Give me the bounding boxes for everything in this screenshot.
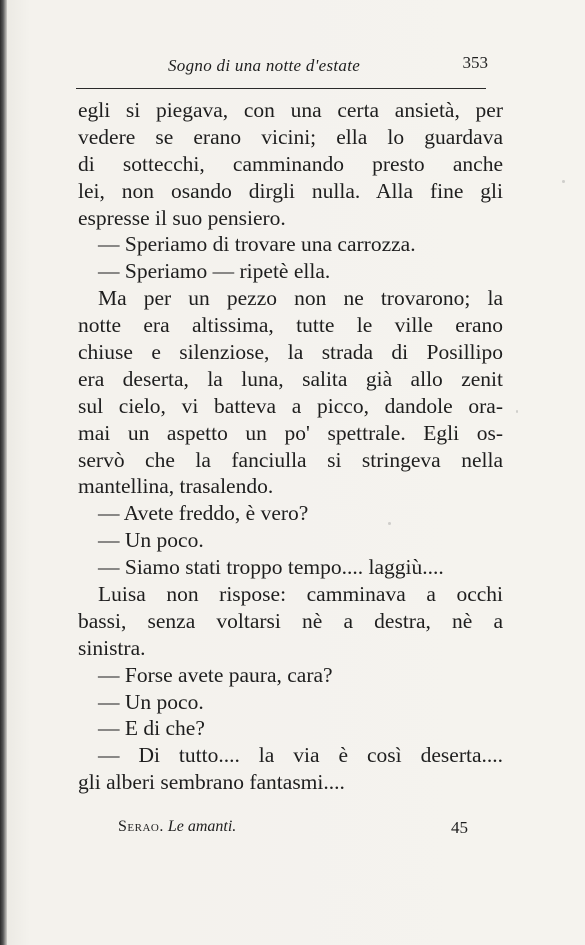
text-line: egli si piegava, con una certa ansietà, per	[78, 98, 503, 122]
running-title: Sogno di una notte d'estate	[168, 56, 361, 75]
text-line: di sottecchi, camminando presto anche	[78, 151, 503, 176]
book-spine-shadow	[0, 0, 7, 945]
text-line: vedere se erano vicini; ella lo guardava	[78, 124, 503, 149]
text-line: era deserta, la luna, salita già allo zenit	[78, 366, 503, 391]
header-rule	[76, 88, 486, 89]
text-line: — Siamo stati troppo tempo.... laggiù....	[98, 555, 444, 580]
signature-mark: 45	[451, 818, 468, 837]
text-line: — Di tutto.... la via è così deserta....	[98, 743, 503, 768]
body-text	[78, 97, 503, 796]
paper-speck	[516, 410, 518, 413]
text-line: — Forse avete paura, cara?	[98, 662, 333, 687]
signature-work: Le amanti.	[167, 818, 237, 835]
text-line: — Speriamo — ripetè ella.	[98, 259, 331, 284]
text-line: lei, non osando dirgli nulla. Alla fine gli	[78, 178, 503, 203]
paper-speck	[562, 180, 565, 183]
page-number: 353	[462, 53, 488, 72]
text-line: Ma per un pezzo non ne trovarono; la	[98, 286, 503, 311]
text-line: — E di che?	[98, 716, 205, 741]
text-line: — Speriamo di trovare una carrozza.	[98, 232, 416, 257]
text-line: espresse il suo pensiero.	[78, 205, 286, 230]
page-footer	[118, 818, 478, 846]
text-line: — Avete freddo, è vero?	[98, 501, 309, 526]
text-line: gli alberi sembrano fantasmi....	[78, 770, 345, 795]
text-line: sul cielo, vi batteva a picco, dandole ora-	[78, 393, 503, 418]
page-header	[78, 48, 498, 78]
printer-signature	[118, 818, 236, 836]
signature-author: Serao.	[118, 818, 164, 835]
text-line: sinistra.	[78, 635, 146, 660]
text-line: notte era altissima, tutte le ville erano	[78, 313, 503, 338]
text-line: mai un aspetto un po' spettrale. Egli os-	[78, 420, 503, 445]
text-line: mantellina, trasalendo.	[78, 474, 274, 499]
text-line: servò che la fanciulla si stringeva nella	[78, 447, 503, 472]
text-line: — Un poco.	[98, 528, 204, 553]
text-line: bassi, senza voltarsi nè a destra, nè a	[78, 608, 503, 633]
text-line: — Un poco.	[98, 689, 204, 714]
text-line: chiuse e silenziose, la strada di Posillipo	[78, 340, 503, 365]
paper-speck	[388, 522, 391, 525]
text-line: Luisa non rispose: camminava a occhi	[98, 582, 503, 607]
